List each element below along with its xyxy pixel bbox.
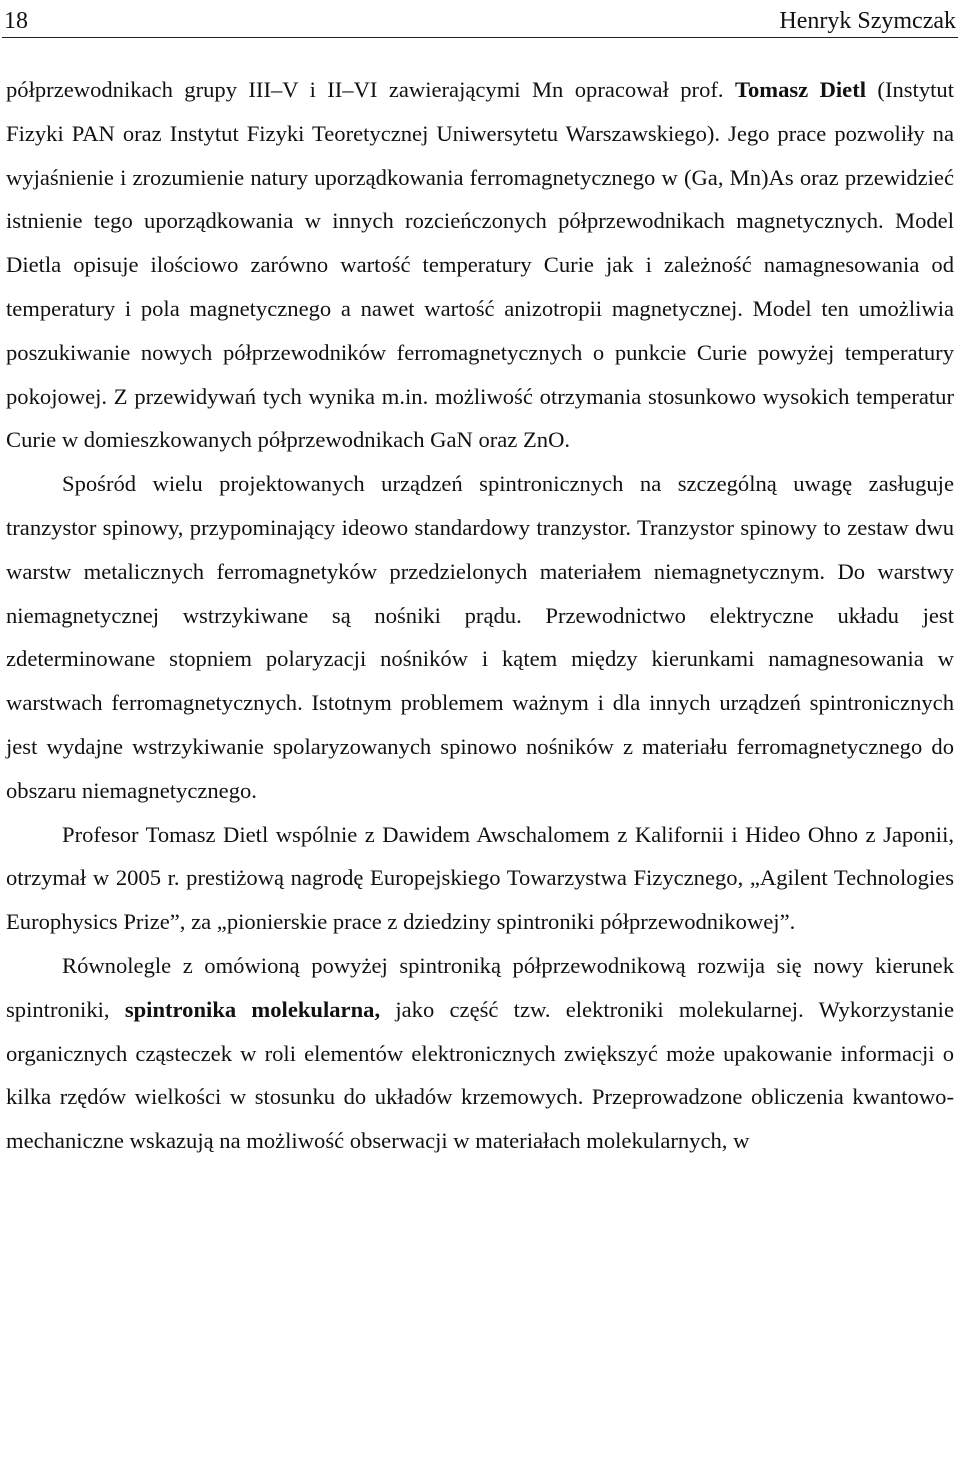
bold-author-name: Tomasz Dietl: [734, 77, 867, 102]
bold-term: spintronika molekularna,: [124, 996, 381, 1022]
page-number: 18: [4, 8, 28, 34]
paragraph-1: [6, 68, 954, 462]
text-run: półprzewodnikach grupy III–V i II–VI zawierającymi Mn opracował prof.: [6, 77, 735, 102]
text-run: Równolegle z omówioną powyżej spintroniką półprzewodnikową rozwija się nowy kierunek spintroniki,: [6, 952, 954, 1022]
text-run: (Instytut Fizyki PAN oraz Instytut Fizyki Teoretycznej Uniwersytetu Warszawskiego). Jego prace pozwoliły na wyjaśnienie i zrozumienie natury uporządkowania ferromagnetycznego w (Ga, Mn)As oraz przewidzieć istnienie tego uporządkowania w innych rozcieńczonych półprzewodnikach magnetycznych. Model Dietla opisuje ilościowo zarówno wartość temperatury Curie jak i zależność namagnesowania od temperatury i pola magnetycznego a nawet wartość anizotropii magnetycznej. Model ten umożliwia poszukiwanie nowych półprzewodników ferromagnetycznych o punkcie Curie powyżej temperatury pokojowej. Z przewidywań tych wynika m.in. możliwość otrzymania stosunkowo wysokich temperatur Curie w domieszkowanych półprzewodnikach GaN oraz ZnO.: [6, 77, 954, 453]
paragraph-2: [6, 462, 954, 812]
paragraph-4: [6, 944, 954, 1163]
body-text: [6, 68, 954, 1163]
header-author: Henryk Szymczak: [779, 8, 956, 34]
text-run: Spośród wielu projektowanych urządzeń spintronicznych na szczególną uwagę zasługuje tranzystor spinowy, przypominający ideowo standardowy tranzystor. Tranzystor spinowy to zestaw dwu warstw metalicznych ferromagnetyków przedzielonych materiałem niemagnetycznym. Do warstwy niemagnetycznej wstrzykiwane są nośniki prądu. Przewodnictwo elektryczne układu jest zdeterminowane stopniem polaryzacji nośników i kątem między kierunkami namagnesowania w warstwach ferromagnetycznych. Istotnym problemem ważnym i dla innych urządzeń spintronicznych jest wydajne wstrzykiwanie spolaryzowanych spinowo nośników z materiału ferromagnetycznego do obszaru niemagnetycznego.: [6, 471, 954, 803]
text-run: jako część tzw. elektroniki molekularnej. Wykorzystanie organicznych cząsteczek w roli elementów elektronicznych zwiększyć może upakowanie informacji o kilka rzędów wielkości w stosunku do układów krzemowych. Przeprowadzone obliczenia kwantowo-mechaniczne wskazują na możliwość obserwacji w materiałach molekularnych, w: [6, 996, 954, 1154]
paragraph-3: [6, 813, 954, 944]
text-run: Profesor Tomasz Dietl wspólnie z Dawidem Awschalomem z Kalifornii i Hideo Ohno z Japonii, otrzymał w 2005 r. prestiżową nagrodę Europejskiego Towarzystwa Fizycznego, „Agilent Technologies Europhysics Prize”, za „pionierskie prace z dziedziny spintroniki półprzewodnikowej”.: [6, 821, 954, 935]
running-header: [2, 0, 958, 38]
